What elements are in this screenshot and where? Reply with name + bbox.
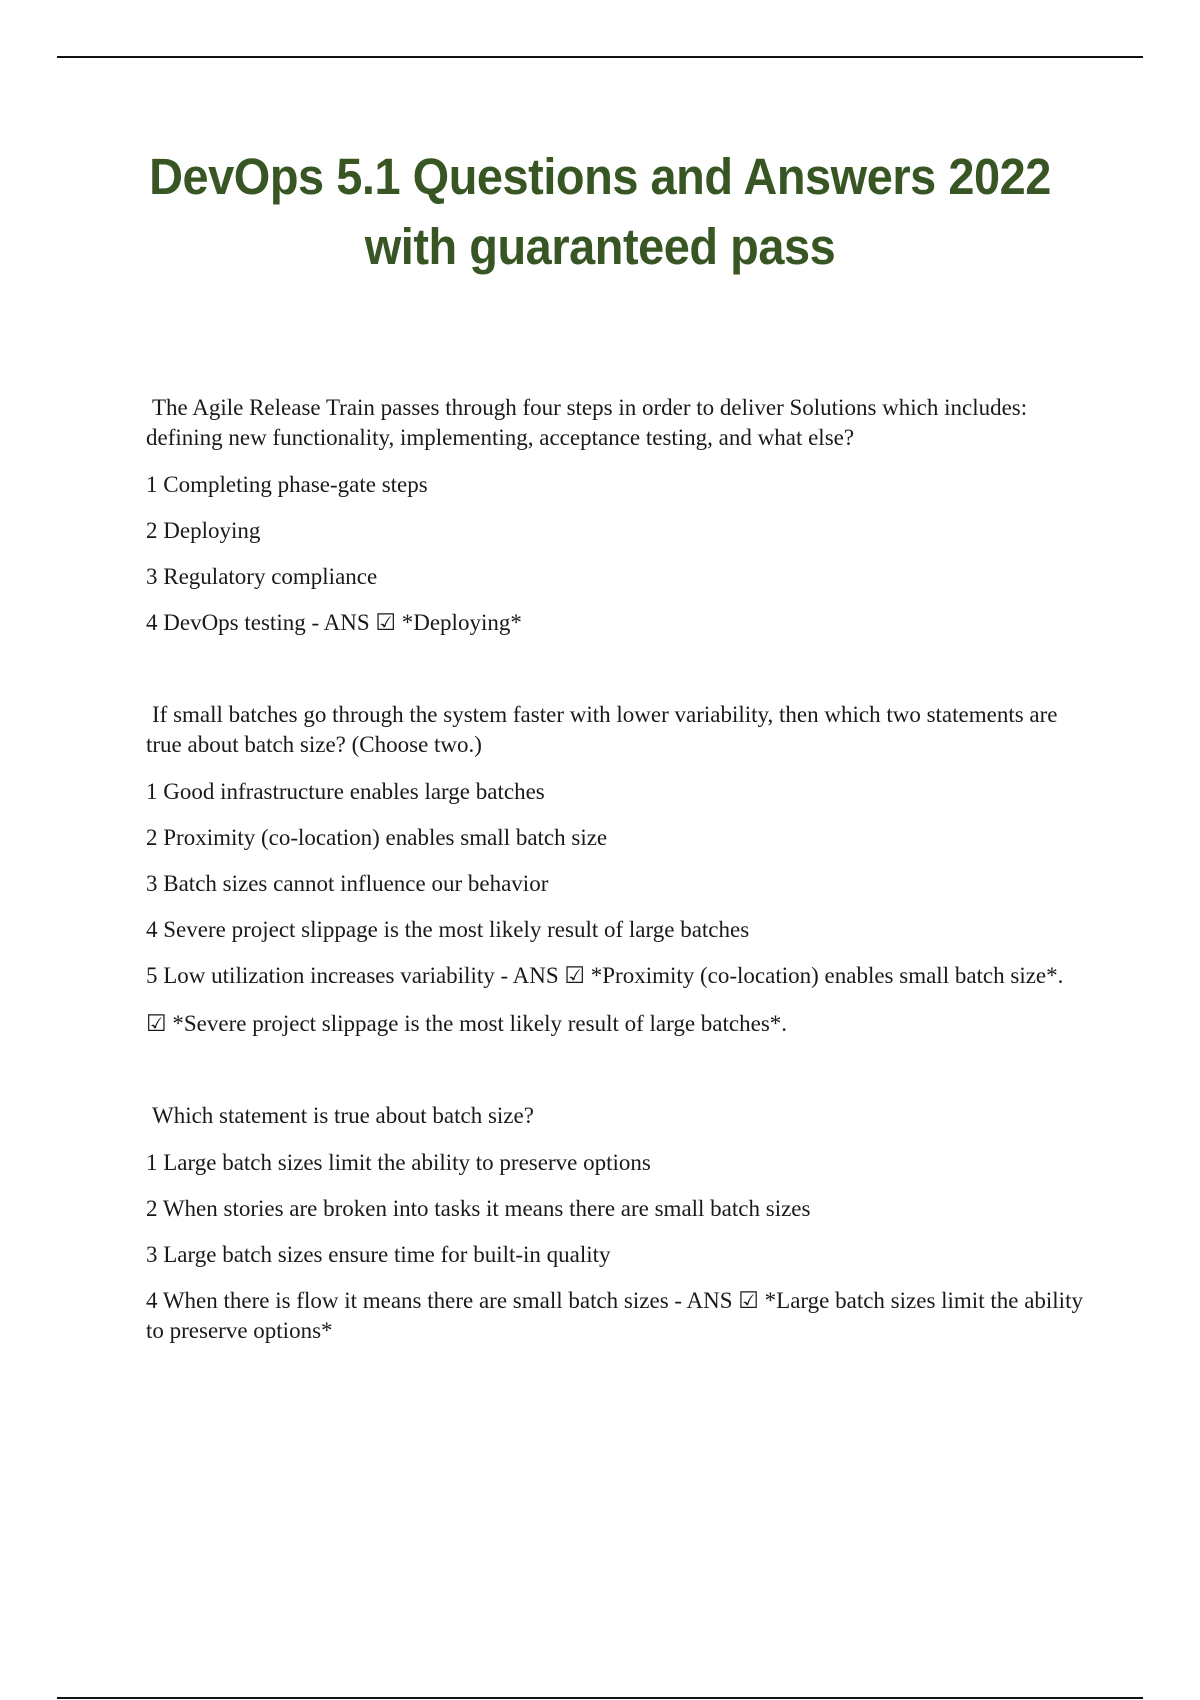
question-prompt: If small batches go through the system faster with lower variability, then which two statements are true about batch size? (Choose two.) xyxy=(146,702,1058,757)
question-block-2 xyxy=(146,700,1086,1039)
answer-option: 3 Large batch sizes ensure time for built-in quality xyxy=(146,1242,611,1267)
answer-option: 1 Good infrastructure enables large batches xyxy=(146,779,545,804)
document-title xyxy=(140,142,1060,282)
answer-key-extra: ☑ *Severe project slippage is the most likely result of large batches*. xyxy=(146,1011,788,1036)
top-rule xyxy=(57,56,1143,58)
question-block-1 xyxy=(146,393,1086,638)
answer-option: 1 Completing phase-gate steps xyxy=(146,472,428,497)
answer-option-with-key: 5 Low utilization increases variability - ANS ☑ *Proximity (co-location) enables small batch size*. xyxy=(146,963,1064,988)
question-prompt: Which statement is true about batch size? xyxy=(152,1103,534,1128)
title-line-1: DevOps 5.1 Questions and Answers 2022 xyxy=(149,148,1051,205)
answer-option: 3 Regulatory compliance xyxy=(146,564,378,589)
answer-option-with-key: 4 When there is flow it means there are small batch sizes - ANS ☑ *Large batch sizes limit the ability to preserve options* xyxy=(146,1288,1083,1343)
answer-option: 2 Proximity (co-location) enables small batch size xyxy=(146,825,608,850)
answer-option: 2 When stories are broken into tasks it means there are small batch sizes xyxy=(146,1196,811,1221)
answer-option: 3 Batch sizes cannot influence our behavior xyxy=(146,871,549,896)
question-list xyxy=(146,393,1086,1346)
answer-option: 4 Severe project slippage is the most likely result of large batches xyxy=(146,917,750,942)
answer-option-with-key: 4 DevOps testing - ANS ☑ *Deploying* xyxy=(146,610,522,635)
answer-option: 2 Deploying xyxy=(146,518,261,543)
spacer xyxy=(146,638,1086,700)
bottom-rule xyxy=(57,1697,1143,1699)
title-line-2: with guaranteed pass xyxy=(364,218,836,275)
spacer xyxy=(146,1039,1086,1101)
answer-option: 1 Large batch sizes limit the ability to preserve options xyxy=(146,1150,651,1175)
question-prompt: The Agile Release Train passes through four steps in order to deliver Solutions which includes: defining new functionality, implementing, acceptance testing, and what else? xyxy=(146,395,1028,450)
question-block-3 xyxy=(146,1101,1086,1346)
